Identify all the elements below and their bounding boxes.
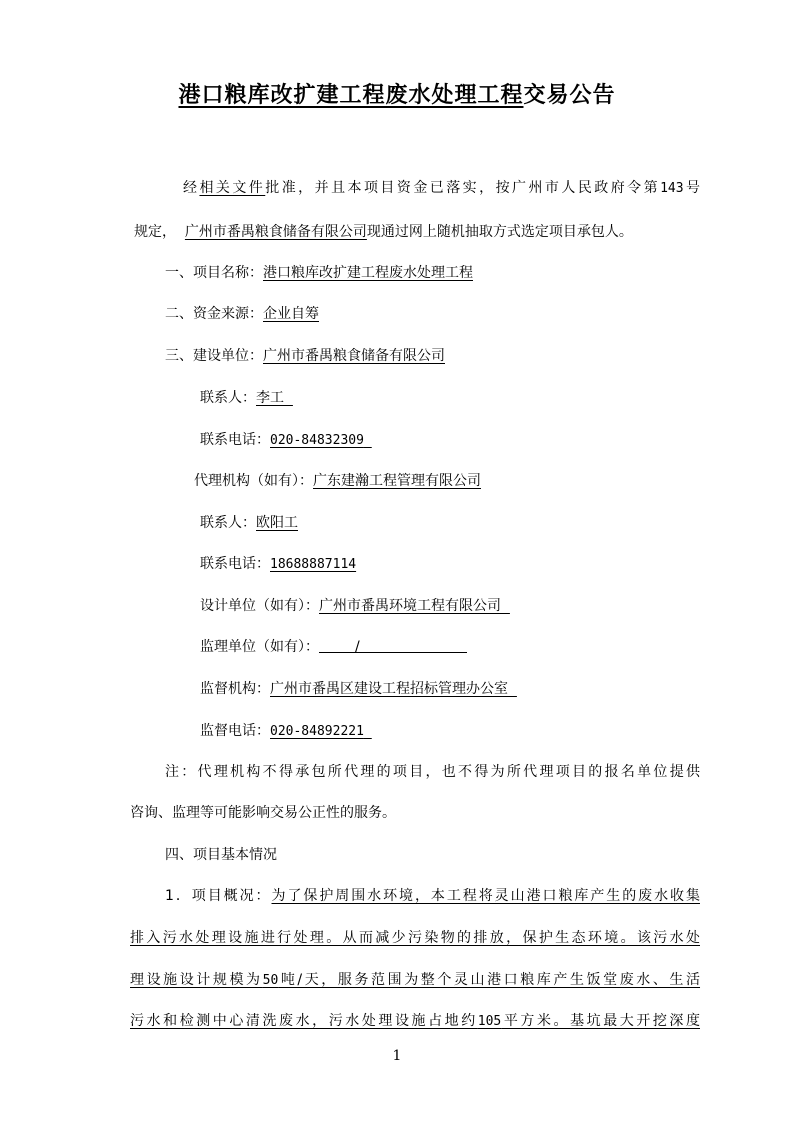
contact-value: 李工 [256,390,284,406]
agency-row: 代理机构（如有）：广东建瀚工程管理有限公司 [194,473,481,489]
intro-org: 广州市番禺粮食储备有限公司 [184,224,367,240]
builder-row: 三、建设单位：广州市番禺粮食储备有限公司 [165,348,445,364]
oversight-value: 广州市番禺区建设工程招标管理办公室 [270,681,508,697]
supervision-row: 监理单位（如有）： / [200,637,467,657]
overview-line-3: 理设施设计规模为50吨/天，服务范围为整个灵山港口粮库产生饭堂废水、生活 [130,972,701,988]
overview-line-2: 排入污水处理设施进行处理。从而减少污染物的排放，保护生态环境。该污水处 [130,930,700,946]
fund-row: 二、资金来源：企业自筹 [165,306,319,322]
note-line-2: 咨询、监理等可能影响交易公正性的服务。 [130,805,396,821]
project-name-row: 一、项目名称：港口粮库改扩建工程废水处理工程 [165,265,473,281]
design-value: 广州市番禺环境工程有限公司 [319,598,501,614]
oversight-phone-value: 020-84892221 [270,724,364,739]
phone-value: 020-84832309 [270,433,364,448]
intro-line-2: 规定， 广州市番禺粮食储备有限公司现通过网上随机抽取方式选定项目承包人。 [134,224,633,240]
overview-line-1: 1．项目概况：为了保护周围水环境，本工程将灵山港口粮库产生的废水收集 [165,888,700,904]
title-underlined: 港口粮库改扩建工程废水处理工程 [178,82,524,108]
phone-row: 联系电话：020-84832309 [200,430,372,451]
oversight-row: 监督机构：广州市番禺区建设工程招标管理办公室 [200,679,517,699]
project-name-value: 港口粮库改扩建工程废水处理工程 [263,265,473,281]
agency-phone-row: 联系电话：18688887114 [200,556,357,572]
agency-contact-row: 联系人：欧阳工 [200,515,298,531]
title-rest: 交易公告 [523,82,616,108]
fund-value: 企业自筹 [263,306,319,322]
page-title [0,78,794,109]
page-number: 1 [392,1048,402,1064]
design-row: 设计单位（如有）：广州市番禺环境工程有限公司 [200,596,510,616]
section-4-heading: 四、项目基本情况 [165,847,277,863]
agency-contact-value: 欧阳工 [256,515,298,531]
note-line-1: 注：代理机构不得承包所代理的项目，也不得为所代理项目的报名单位提供 [165,764,700,780]
agency-phone-value: 18688887114 [270,557,357,572]
overview-line-4: 污水和检测中心清洗废水，污水处理设施占地约105平方米。基坑最大开挖深度 [130,1013,700,1029]
related-documents-link[interactable]: 相关文件 [199,180,266,196]
builder-value: 广州市番禺粮食储备有限公司 [263,348,445,364]
oversight-phone-row: 监督电话：020-84892221 [200,721,372,742]
agency-value: 广东建瀚工程管理有限公司 [313,473,481,489]
supervision-value: / [319,637,467,653]
contact-row: 联系人：李工 [200,388,293,408]
intro-line-1: 经相关文件批准，并且本项目资金已落实，按广州市人民政府令第143号 [183,180,701,196]
